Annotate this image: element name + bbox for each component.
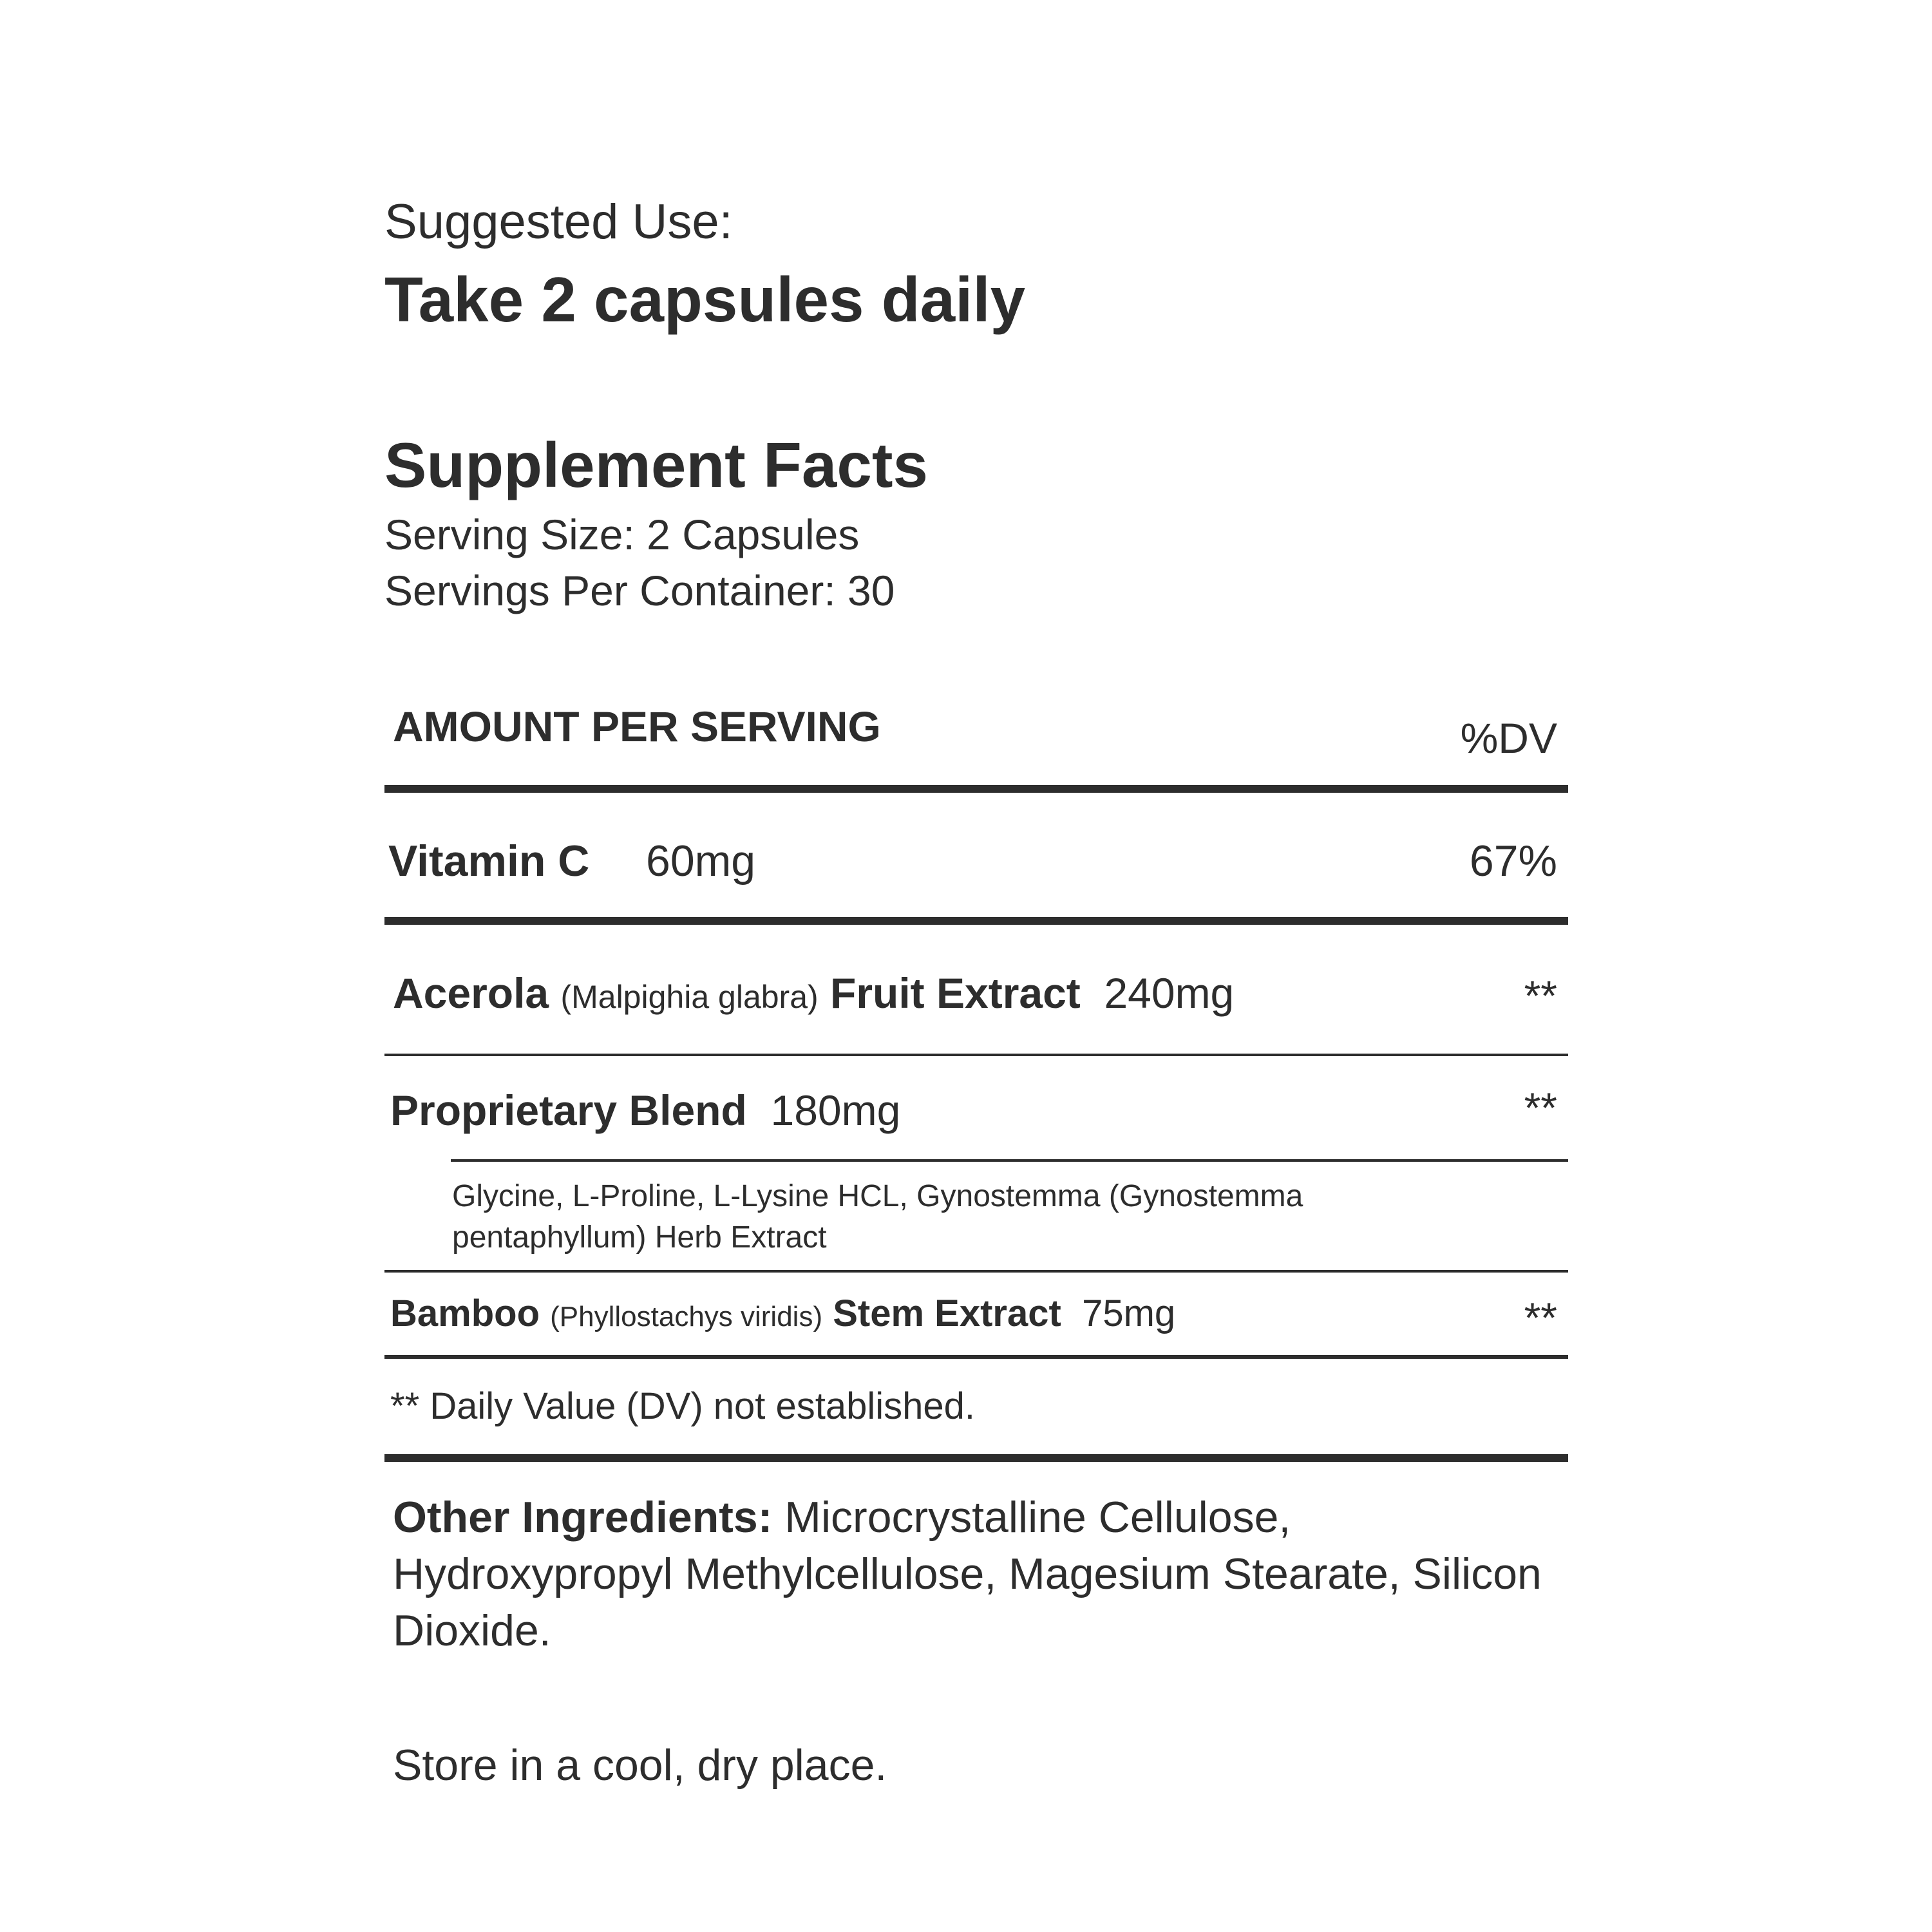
bamboo-name: Bamboo: [390, 1293, 540, 1334]
acerola-amount: 240mg: [1104, 969, 1235, 1017]
servings-per-container: Servings Per Container: 30: [384, 567, 895, 614]
blend-contents: Glycine, L-Proline, L-Lysine HCL, Gynostemma (Gynostemma pentaphyllum) Herb Extract: [452, 1179, 1303, 1255]
footnote-divider: [384, 1454, 1568, 1462]
suggested-use-label: Suggested Use:: [384, 194, 733, 249]
other-ingredients: [393, 1489, 1578, 1659]
header-divider: [384, 785, 1568, 793]
acerola-name: Acerola: [393, 969, 549, 1017]
vitamin-c-dv: 67%: [1469, 837, 1557, 886]
vitamin-c-amount: 60mg: [646, 837, 756, 886]
acerola-divider: [384, 1054, 1568, 1056]
acerola-row: [393, 967, 1234, 1023]
other-ingredients-text: Microcrystalline Cellulose, Hydroxypropyl Methylcellulose, Magesium Stearate, Silicon Dioxide.: [393, 1493, 1542, 1655]
bamboo-scientific: (Phyllostachys viridis): [550, 1301, 823, 1332]
supplement-facts-title: Supplement Facts: [384, 430, 929, 500]
blend-name: Proprietary Blend: [390, 1086, 747, 1134]
vitamin-c-name: Vitamin C: [388, 837, 590, 886]
bamboo-amount: 75mg: [1082, 1293, 1176, 1334]
amount-per-serving-header: AMOUNT PER SERVING: [393, 703, 881, 750]
acerola-scientific: (Malpighia glabra): [560, 979, 819, 1015]
bamboo-dv: **: [1524, 1294, 1557, 1341]
bamboo-divider: [384, 1355, 1568, 1359]
acerola-dv: **: [1524, 972, 1557, 1019]
vitamin-c-divider: [384, 917, 1568, 925]
storage-instructions: Store in a cool, dry place.: [393, 1741, 887, 1790]
bamboo-row: [390, 1291, 1175, 1340]
dv-header: %DV: [1460, 714, 1557, 762]
serving-size: Serving Size: 2 Capsules: [384, 511, 860, 558]
blend-divider: [384, 1270, 1568, 1273]
dv-footnote: ** Daily Value (DV) not established.: [390, 1385, 976, 1427]
bamboo-part: Stem Extract: [833, 1293, 1061, 1334]
blend-sub-divider: [451, 1159, 1568, 1162]
blend-row: [390, 1084, 900, 1136]
blend-dv: **: [1524, 1084, 1557, 1132]
suggested-use-value: Take 2 capsules daily: [384, 264, 1026, 335]
acerola-part: Fruit Extract: [830, 969, 1081, 1017]
blend-amount: 180mg: [770, 1086, 901, 1134]
other-ingredients-label: Other Ingredients:: [393, 1493, 773, 1542]
